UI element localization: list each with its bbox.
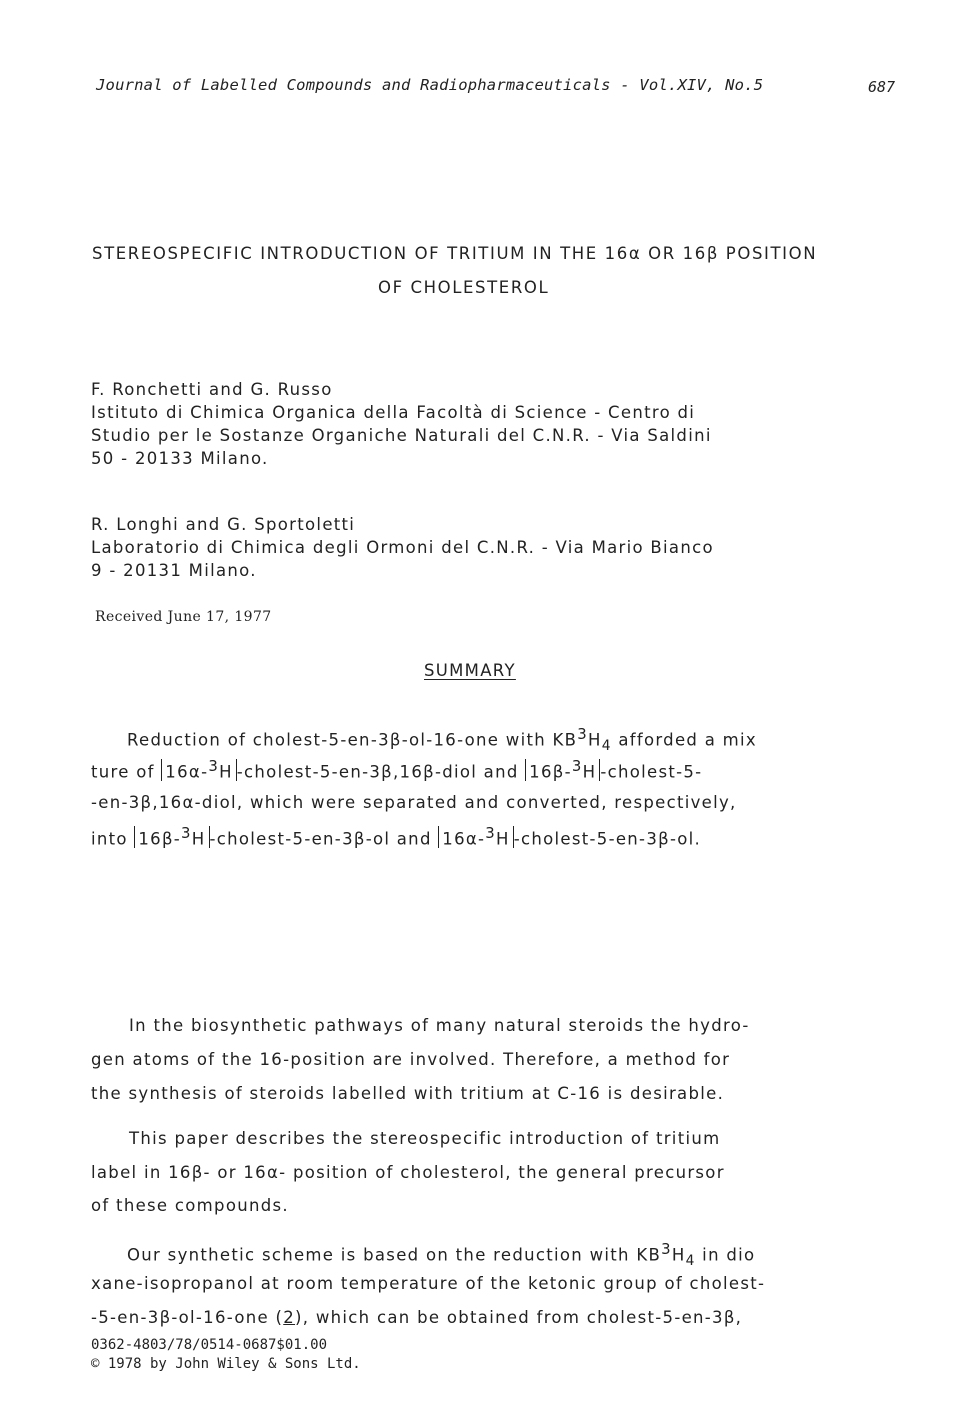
received-date: Received June 17, 1977 — [95, 609, 272, 625]
affiliation-line: Studio per le Sostanze Organiche Naturali del C.N.R. - Via Saldini — [91, 426, 712, 445]
body-line: label in 16β- or 16α- position of cholesterol, the general precursor — [91, 1163, 725, 1182]
summary-line: ture of 16α-$^3$H -cholest-5-en-3β,16β-diol and 16β-$^3$H -cholest-5- — [91, 757, 703, 782]
body-line: gen atoms of the 16-position are involved. Therefore, a method for — [91, 1050, 731, 1069]
body-line: xane-isopropanol at room temperature of the ketonic group of cholest- — [91, 1274, 766, 1293]
body-line: -5-en-3β-ol-16-one (2), which can be obtained from cholest-5-en-3β, — [91, 1308, 743, 1327]
body-line: This paper describes the stereospecific introduction of tritium — [129, 1129, 721, 1148]
body-line: In the biosynthetic pathways of many natural steroids the hydro- — [129, 1016, 750, 1035]
affiliation-line: 50 - 20133 Milano. — [91, 449, 269, 468]
summary-line: -en-3β,16α-diol, which were separated and converted, respectively, — [91, 793, 737, 812]
article-title-line-1: STEREOSPECIFIC INTRODUCTION OF TRITIUM IN THE 16α OR 16β POSITION — [92, 244, 818, 263]
article-title-line-2: OF CHOLESTEROL — [378, 278, 550, 297]
summary-heading: SUMMARY — [424, 661, 516, 680]
article-code: 0362-4803/78/0514-0687$01.00 — [91, 1337, 328, 1353]
page-number: 687 — [868, 78, 896, 96]
journal-header: Journal of Labelled Compounds and Radiopharmaceuticals - Vol.XIV, No.5 — [96, 76, 764, 94]
copyright-line: © 1978 by John Wiley & Sons Ltd. — [91, 1356, 361, 1372]
affiliation-line: Laboratorio di Chimica degli Ormoni del C.N.R. - Via Mario Bianco — [91, 538, 714, 557]
summary-line: into 16β-$^3$H -cholest-5-en-3β-ol and 16α-$^3$H -cholest-5-en-3β-ol. — [91, 824, 702, 849]
body-line: of these compounds. — [91, 1196, 289, 1215]
author-names: R. Longhi and G. Sportoletti — [91, 515, 356, 534]
compound-number: 2 — [283, 1308, 296, 1327]
affiliation-line: Istituto di Chimica Organica della Facoltà di Science - Centro di — [91, 403, 696, 422]
body-line: Our synthetic scheme is based on the reduction with $KB^3H_4$ in dio — [127, 1240, 756, 1269]
summary-line: Reduction of cholest-5-en-3β-ol-16-one with $KB^3H_4$ afforded a mix — [127, 725, 757, 754]
author-names: F. Ronchetti and G. Russo — [91, 380, 333, 399]
body-line: the synthesis of steroids labelled with tritium at C-16 is desirable. — [91, 1084, 725, 1103]
affiliation-line: 9 - 20131 Milano. — [91, 561, 257, 580]
